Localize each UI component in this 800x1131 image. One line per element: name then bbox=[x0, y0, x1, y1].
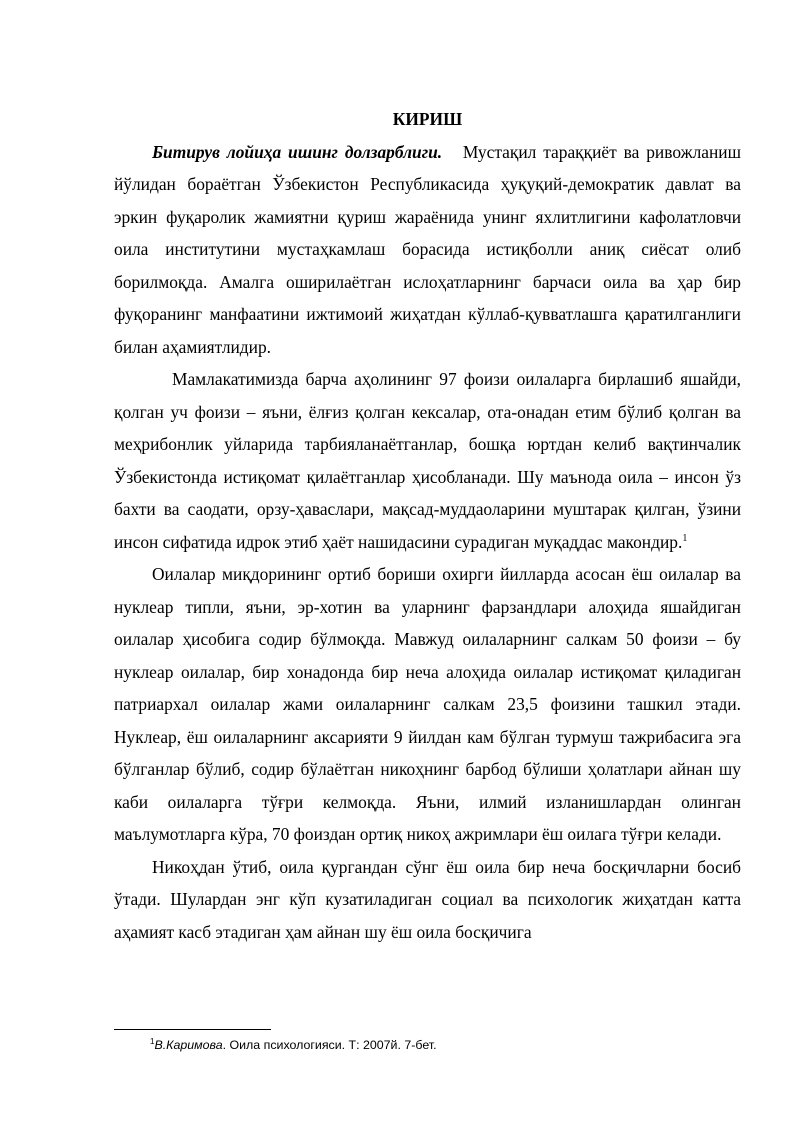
paragraph-population bbox=[114, 363, 741, 558]
footnote bbox=[150, 1037, 437, 1053]
page-title: КИРИШ bbox=[392, 109, 463, 129]
paragraph-marriage bbox=[114, 851, 741, 949]
footnote-author: В.Каримова bbox=[154, 1038, 223, 1052]
relevance-heading: Битирув лойиҳа ишинг долзарблиги. bbox=[152, 141, 443, 162]
paragraph-relevance bbox=[114, 136, 741, 364]
footnote-divider bbox=[114, 1029, 271, 1030]
footnote-text: . Оила психологияси. Т: 2007й. 7-бет. bbox=[222, 1038, 437, 1052]
paragraph-text: Мустақил тараққиёт ва ривожланиш йўлидан бораётган Ўзбекистон Республикасида ҳуқуқий-демократик давлат ва эркин фуқаролик жамиятни қуриш жараёнида унинг яхлитлигини кафолатловчи оила институтини мустаҳкамлаш борасида истиқболли аниқ сиёсат олиб борилмоқда. Амалга оширилаётган ислоҳатларнинг барчаси оила ва ҳар бир фуқоранинг манфаатини ижтимоий жиҳатдан кўллаб-қувватлашга қаратилганлиги билан аҳамиятлидир. bbox=[114, 141, 741, 357]
document-body bbox=[114, 103, 741, 948]
footnote-reference[interactable]: 1 bbox=[682, 532, 688, 544]
paragraph-text: Мамлакатимизда барча аҳолининг 97 фоизи оилаларга бирлашиб яшайди, қолган уч фоизи – яъни, ёлғиз қолган кексалар, ота-онадан етим бўлиб қолган ва меҳрибонлик уйларида тарбияланаётганлар, бошқа юртдан келиб вақтинчалик Ўзбекистонда истиқомат қилаётганлар ҳисобланади. Шу маънода оила – инсон ўз бахти ва саодати, орзу-ҳаваслари, мақсад-муддаоларини муштарак қилган, ўзини инсон сифатида идрок этиб ҳаёт нашидасини сурадиган муқаддас макондир. bbox=[114, 369, 741, 552]
footnote-number: 1 bbox=[150, 1036, 155, 1046]
paragraph-text: Никоҳдан ўтиб, оила қургандан сўнг ёш оила бир неча босқичларни босиб ўтади. Шулардан энг кўп кузатиладиган социал ва психологик жиҳатдан катта аҳамият касб этадиган ҳам айнан шу ёш оила босқичига bbox=[114, 856, 741, 942]
paragraph-text: Оилалар миқдорининг ортиб бориши охирги йилларда асосан ёш оилалар ва нуклеар типли, яъни, эр-хотин ва уларнинг фарзандлари алоҳида яшайдиган оилалар ҳисобига содир бўлмоқда. Мавжуд оилаларнинг салкам 50 фоизи – бу нуклеар оилалар, бир хонадонда бир неча алоҳида оилалар истиқомат қиладиган патриархал оилалар жами оилаларнинг салкам 23,5 фоизини ташкил этади. Нуклеар, ёш оилаларнинг аксарияти 9 йилдан кам бўлган турмуш тажрибасига эга бўлганлар бўлиб, содир бўлаётган никоҳнинг барбод бўлиши ҳолатлари айнан шу каби оилаларга тўғри келмоқда. Яъни, илмий изланишлардан олинган маълумотларга кўра, 70 фоиздан ортиқ никоҳ ажримлари ёш оилага тўғри келади. bbox=[114, 564, 741, 844]
paragraph-families bbox=[114, 558, 741, 851]
